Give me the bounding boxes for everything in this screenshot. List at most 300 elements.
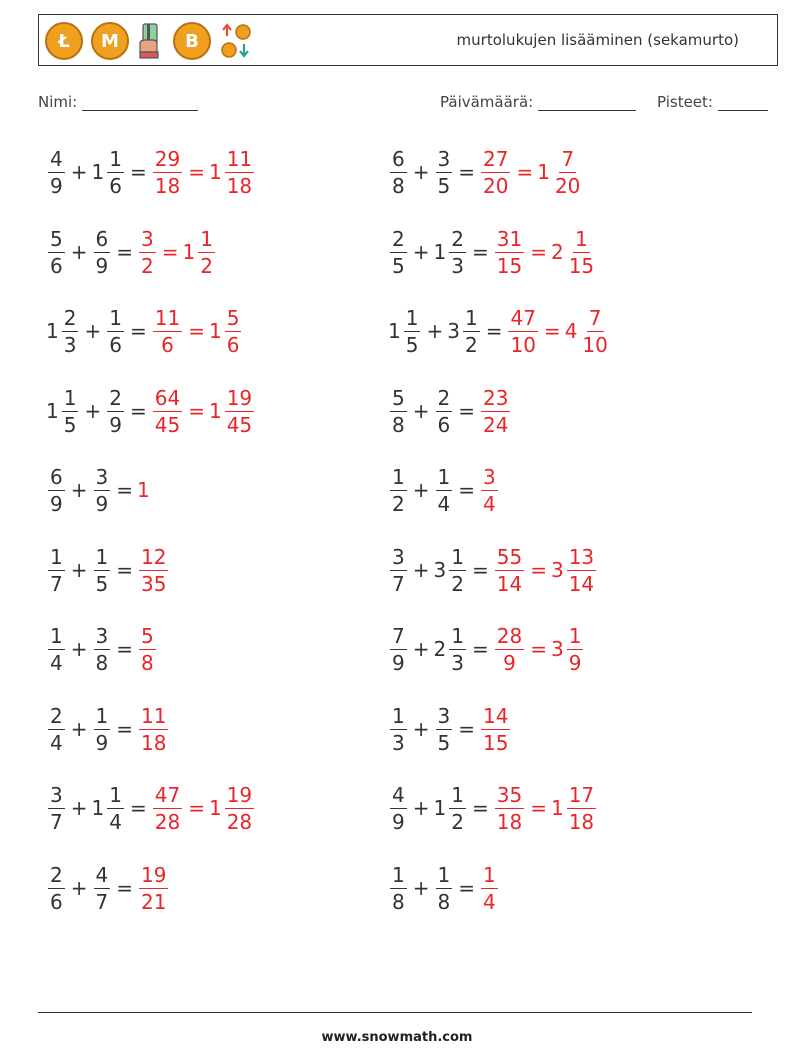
equals-sign: = bbox=[129, 160, 147, 184]
answer-denominator: 24 bbox=[483, 412, 509, 437]
addend-b-numerator: 3 bbox=[437, 146, 451, 171]
plus-sign: + bbox=[412, 240, 430, 264]
answer-numerator: 11 bbox=[141, 703, 167, 728]
addend-b-numerator: 1 bbox=[451, 544, 464, 569]
problem-item bbox=[388, 617, 585, 681]
addend-a-fraction bbox=[48, 226, 65, 279]
answer-denominator: 2 bbox=[141, 253, 154, 278]
answer-mixed-denominator: 45 bbox=[226, 412, 253, 437]
addend-b-numerator: 2 bbox=[437, 385, 451, 410]
answer-numerator: 23 bbox=[483, 385, 509, 410]
answer-mixed-whole: 1 bbox=[537, 160, 550, 184]
exchange-icon bbox=[219, 22, 253, 60]
plus-sign: + bbox=[412, 399, 430, 423]
plus-sign: + bbox=[70, 796, 88, 820]
answer-mixed-denominator: 10 bbox=[582, 332, 608, 357]
answer-mixed-denominator: 2 bbox=[200, 253, 213, 278]
addend-b-fraction bbox=[94, 226, 111, 279]
addend-b-numerator: 1 bbox=[109, 782, 122, 807]
addend-b-fraction bbox=[436, 703, 453, 756]
answer-fraction bbox=[495, 782, 524, 835]
answer-mixed-denominator: 14 bbox=[568, 571, 595, 596]
addend-a-fraction bbox=[48, 464, 65, 517]
answer-mixed-whole: 1 bbox=[182, 240, 196, 264]
answer-equals-sign: = bbox=[530, 637, 547, 661]
answer-equals-sign: = bbox=[530, 240, 547, 264]
answer-mixed-fraction bbox=[567, 544, 596, 597]
worksheet-title: murtolukujen lisääminen (sekamurto) bbox=[456, 31, 739, 49]
answer-mixed-whole: 2 bbox=[550, 240, 564, 264]
answer-numerator: 5 bbox=[141, 623, 154, 648]
equals-sign: = bbox=[458, 399, 475, 423]
monero-icon: M bbox=[91, 22, 129, 60]
answer-mixed-denominator: 18 bbox=[568, 809, 595, 834]
addend-a-fraction bbox=[390, 146, 407, 199]
equals-sign: = bbox=[129, 399, 147, 423]
answer-fraction bbox=[139, 703, 168, 756]
answer-denominator: 20 bbox=[483, 173, 509, 198]
answer-mixed-fraction bbox=[225, 146, 254, 199]
answer-denominator: 8 bbox=[141, 650, 154, 675]
addend-b-numerator: 1 bbox=[109, 305, 122, 330]
answer-fraction bbox=[153, 782, 182, 835]
answer-denominator: 18 bbox=[154, 173, 181, 198]
addend-b-fraction bbox=[94, 544, 111, 597]
answer-numerator: 31 bbox=[496, 226, 523, 251]
addend-b-numerator: 1 bbox=[109, 146, 122, 171]
answer-fraction bbox=[481, 385, 510, 438]
problem-item bbox=[46, 697, 170, 761]
addend-b-fraction bbox=[107, 146, 124, 199]
addend-b-numerator: 4 bbox=[95, 862, 109, 887]
answer-numerator: 19 bbox=[141, 862, 167, 887]
equals-sign: = bbox=[116, 478, 133, 502]
equals-sign: = bbox=[471, 637, 489, 661]
answer-fraction bbox=[481, 703, 510, 756]
answer-fraction bbox=[153, 385, 182, 438]
name-field bbox=[38, 93, 198, 111]
addend-b-denominator: 9 bbox=[95, 730, 109, 755]
answer-numerator: 27 bbox=[483, 146, 509, 171]
addend-a-denominator: 8 bbox=[392, 889, 405, 914]
addend-b-denominator: 5 bbox=[437, 730, 451, 755]
answer-mixed-fraction bbox=[567, 226, 596, 279]
addend-b-numerator: 1 bbox=[464, 305, 478, 330]
equals-sign: = bbox=[129, 796, 147, 820]
addend-a-numerator: 5 bbox=[392, 385, 405, 410]
addend-b-whole: 1 bbox=[433, 240, 447, 264]
addend-a-fraction bbox=[390, 623, 407, 676]
addend-a-denominator: 6 bbox=[50, 889, 63, 914]
answer-mixed-whole: 1 bbox=[208, 160, 222, 184]
answer-mixed-numerator: 1 bbox=[568, 623, 582, 648]
answer-fraction bbox=[481, 146, 510, 199]
answer-fraction bbox=[495, 226, 524, 279]
answer-numerator: 1 bbox=[483, 862, 496, 887]
addend-a-fraction bbox=[390, 464, 407, 517]
addend-b-denominator: 4 bbox=[109, 809, 122, 834]
answer-mixed-fraction bbox=[580, 305, 609, 358]
addend-a-denominator: 7 bbox=[50, 571, 63, 596]
answer-equals-sign: = bbox=[188, 796, 205, 820]
answer-numerator: 35 bbox=[496, 782, 523, 807]
answer-mixed-denominator: 18 bbox=[226, 173, 253, 198]
addend-b-denominator: 7 bbox=[95, 889, 109, 914]
answer-mixed-fraction bbox=[225, 782, 254, 835]
answer-mixed-denominator: 9 bbox=[568, 650, 582, 675]
plus-sign: + bbox=[84, 399, 102, 423]
problem-item bbox=[388, 220, 598, 284]
addend-a-fraction bbox=[48, 862, 65, 915]
answer-equals-sign: = bbox=[530, 558, 547, 582]
addend-a-fraction bbox=[390, 226, 407, 279]
problem-item bbox=[46, 776, 256, 840]
addend-b-fraction bbox=[107, 782, 124, 835]
answer-numerator: 12 bbox=[141, 544, 167, 569]
equals-sign: = bbox=[471, 558, 489, 582]
addend-b-fraction bbox=[449, 544, 466, 597]
addend-a-denominator: 5 bbox=[63, 412, 77, 437]
answer-denominator: 45 bbox=[154, 412, 181, 437]
addend-a-numerator: 1 bbox=[405, 305, 419, 330]
answer-denominator: 28 bbox=[154, 809, 181, 834]
addend-a-fraction bbox=[62, 385, 79, 438]
plus-sign: + bbox=[70, 717, 88, 741]
addend-a-denominator: 4 bbox=[50, 730, 63, 755]
plus-sign: + bbox=[412, 717, 430, 741]
problem-item bbox=[388, 299, 612, 363]
answer-numerator: 14 bbox=[483, 703, 509, 728]
answer-numerator: 29 bbox=[154, 146, 181, 171]
addend-a-denominator: 3 bbox=[63, 332, 77, 357]
addend-a-numerator: 5 bbox=[50, 226, 63, 251]
addend-a-fraction bbox=[62, 305, 79, 358]
addend-b-fraction bbox=[436, 862, 453, 915]
credit-card-icon bbox=[137, 22, 165, 60]
answer-mixed-numerator: 17 bbox=[568, 782, 595, 807]
problem-item bbox=[46, 379, 256, 443]
equals-sign: = bbox=[116, 717, 133, 741]
answer-denominator: 14 bbox=[496, 571, 523, 596]
answer-denominator: 4 bbox=[483, 889, 496, 914]
answer-fraction bbox=[153, 305, 182, 358]
addend-a-whole: 1 bbox=[46, 319, 59, 343]
problem-item bbox=[46, 856, 170, 920]
answer-mixed-fraction bbox=[567, 782, 596, 835]
plus-sign: + bbox=[70, 637, 88, 661]
addend-b-fraction bbox=[436, 385, 453, 438]
addend-a-fraction bbox=[48, 782, 65, 835]
addend-b-denominator: 4 bbox=[437, 491, 451, 516]
addend-b-denominator: 9 bbox=[109, 412, 122, 437]
equals-sign: = bbox=[116, 637, 133, 661]
answer-mixed-numerator: 19 bbox=[226, 782, 253, 807]
addend-b-numerator: 1 bbox=[451, 782, 464, 807]
addend-a-whole: 1 bbox=[46, 399, 59, 423]
addend-b-fraction bbox=[94, 703, 111, 756]
date-line bbox=[538, 96, 636, 111]
answer-numerator: 47 bbox=[154, 782, 181, 807]
addend-a-numerator: 2 bbox=[63, 305, 77, 330]
addend-a-fraction bbox=[404, 305, 421, 358]
answer-mixed-numerator: 1 bbox=[575, 226, 588, 251]
addend-b-numerator: 1 bbox=[451, 623, 464, 648]
addend-b-denominator: 8 bbox=[95, 650, 109, 675]
answer-denominator: 9 bbox=[503, 650, 516, 675]
litecoin-icon: Ł bbox=[45, 22, 83, 60]
addend-a-fraction bbox=[390, 782, 407, 835]
answer-mixed-fraction bbox=[567, 623, 584, 676]
plus-sign: + bbox=[412, 558, 430, 582]
answer-numerator: 47 bbox=[510, 305, 536, 330]
answer-fraction bbox=[139, 544, 168, 597]
score-line bbox=[718, 96, 768, 111]
date-label: Päivämäärä: bbox=[440, 93, 534, 111]
addend-b-fraction bbox=[449, 623, 466, 676]
problem-item bbox=[46, 617, 158, 681]
answer-mixed-fraction bbox=[198, 226, 215, 279]
answer-mixed-numerator: 11 bbox=[226, 146, 253, 171]
answer-fraction bbox=[153, 146, 182, 199]
equals-sign: = bbox=[458, 478, 475, 502]
addend-a-fraction bbox=[390, 862, 407, 915]
addend-a-denominator: 8 bbox=[392, 412, 405, 437]
plus-sign: + bbox=[84, 319, 102, 343]
addend-a-fraction bbox=[48, 544, 65, 597]
plus-sign: + bbox=[426, 319, 444, 343]
addend-b-denominator: 9 bbox=[95, 253, 109, 278]
answer-equals-sign: = bbox=[188, 319, 205, 343]
footer-url: www.snowmath.com bbox=[321, 1030, 473, 1045]
addend-a-numerator: 3 bbox=[392, 544, 405, 569]
answer-fraction bbox=[139, 862, 168, 915]
addend-a-numerator: 2 bbox=[392, 226, 405, 251]
plus-sign: + bbox=[412, 796, 430, 820]
addend-b-fraction bbox=[436, 464, 453, 517]
answer-mixed-numerator: 13 bbox=[568, 544, 595, 569]
addend-a-whole: 1 bbox=[388, 319, 401, 343]
addend-a-denominator: 7 bbox=[392, 571, 405, 596]
equals-sign: = bbox=[129, 319, 147, 343]
addend-a-numerator: 2 bbox=[50, 703, 63, 728]
answer-numerator: 28 bbox=[496, 623, 523, 648]
answer-mixed-fraction bbox=[553, 146, 582, 199]
addend-a-fraction bbox=[48, 623, 65, 676]
footer-divider bbox=[38, 1012, 752, 1013]
addend-b-denominator: 2 bbox=[464, 332, 478, 357]
header-box bbox=[38, 14, 778, 66]
equals-sign: = bbox=[116, 558, 133, 582]
addend-b-denominator: 6 bbox=[437, 412, 451, 437]
addend-b-denominator: 5 bbox=[437, 173, 451, 198]
addend-b-whole: 1 bbox=[433, 796, 447, 820]
addend-a-numerator: 1 bbox=[392, 703, 405, 728]
score-field bbox=[657, 93, 768, 111]
bitcoin-icon: B bbox=[173, 22, 211, 60]
addend-a-denominator: 9 bbox=[392, 650, 405, 675]
problem-item bbox=[46, 220, 217, 284]
answer-equals-sign: = bbox=[543, 319, 561, 343]
addend-a-fraction bbox=[390, 544, 407, 597]
answer-denominator: 15 bbox=[496, 253, 523, 278]
addend-a-numerator: 2 bbox=[50, 862, 63, 887]
addend-b-fraction bbox=[449, 226, 466, 279]
problem-item bbox=[46, 538, 170, 602]
answer-mixed-whole: 1 bbox=[550, 796, 564, 820]
addend-a-fraction bbox=[390, 703, 407, 756]
equals-sign: = bbox=[458, 717, 475, 741]
answer-denominator: 21 bbox=[141, 889, 167, 914]
answer-fraction bbox=[139, 226, 156, 279]
problem-item bbox=[388, 697, 512, 761]
answer-fraction bbox=[495, 623, 524, 676]
answer-denominator: 4 bbox=[483, 491, 496, 516]
answer-numerator: 55 bbox=[496, 544, 523, 569]
answer-equals-sign: = bbox=[161, 240, 179, 264]
plus-sign: + bbox=[70, 876, 88, 900]
answer-numerator: 64 bbox=[154, 385, 181, 410]
addend-a-fraction bbox=[48, 146, 65, 199]
icon-strip bbox=[45, 21, 253, 61]
answer-denominator: 10 bbox=[510, 332, 536, 357]
addend-b-denominator: 2 bbox=[451, 809, 464, 834]
addend-a-numerator: 1 bbox=[392, 862, 405, 887]
addend-a-denominator: 8 bbox=[392, 173, 405, 198]
answer-mixed-numerator: 1 bbox=[200, 226, 213, 251]
plus-sign: + bbox=[70, 558, 88, 582]
addend-a-denominator: 9 bbox=[50, 173, 63, 198]
addend-a-denominator: 9 bbox=[392, 809, 405, 834]
answer-mixed-whole: 4 bbox=[564, 319, 578, 343]
addend-a-numerator: 1 bbox=[63, 385, 77, 410]
answer-fraction bbox=[508, 305, 537, 358]
answer-numerator: 11 bbox=[154, 305, 181, 330]
answer-mixed-numerator: 19 bbox=[226, 385, 253, 410]
addend-b-numerator: 1 bbox=[95, 703, 109, 728]
addend-a-numerator: 6 bbox=[392, 146, 405, 171]
plus-sign: + bbox=[70, 160, 88, 184]
problem-item bbox=[388, 538, 598, 602]
answer-mixed-whole: 1 bbox=[208, 796, 222, 820]
addend-a-fraction bbox=[390, 385, 407, 438]
answer-mixed-whole: 3 bbox=[550, 558, 564, 582]
addend-b-numerator: 3 bbox=[437, 703, 451, 728]
answer-mixed-numerator: 7 bbox=[561, 146, 575, 171]
addend-b-numerator: 2 bbox=[451, 226, 464, 251]
answer-equals-sign: = bbox=[516, 160, 534, 184]
addend-b-whole: 3 bbox=[447, 319, 460, 343]
name-line bbox=[82, 96, 198, 111]
problem-item bbox=[388, 140, 584, 204]
date-field bbox=[440, 93, 636, 111]
addend-b-numerator: 1 bbox=[95, 544, 109, 569]
addend-a-numerator: 7 bbox=[392, 623, 405, 648]
addend-a-numerator: 3 bbox=[50, 782, 63, 807]
addend-b-numerator: 1 bbox=[437, 464, 451, 489]
addend-b-whole: 1 bbox=[91, 796, 105, 820]
answer-mixed-denominator: 20 bbox=[554, 173, 581, 198]
answer-denominator: 6 bbox=[161, 332, 174, 357]
problem-item bbox=[388, 458, 500, 522]
addend-a-fraction bbox=[48, 703, 65, 756]
answer-mixed-denominator: 28 bbox=[226, 809, 253, 834]
addend-a-denominator: 5 bbox=[392, 253, 405, 278]
answer-fraction bbox=[139, 623, 156, 676]
answer-denominator: 35 bbox=[141, 571, 167, 596]
equals-sign: = bbox=[485, 319, 503, 343]
addend-b-numerator: 3 bbox=[95, 464, 109, 489]
answer-whole: 1 bbox=[137, 478, 150, 502]
problem-item bbox=[388, 379, 512, 443]
problem-item bbox=[388, 776, 598, 840]
plus-sign: + bbox=[412, 478, 430, 502]
answer-equals-sign: = bbox=[188, 399, 205, 423]
problem-item bbox=[46, 458, 151, 522]
addend-a-numerator: 4 bbox=[392, 782, 405, 807]
equals-sign: = bbox=[458, 876, 475, 900]
problem-item bbox=[388, 856, 500, 920]
addend-a-denominator: 4 bbox=[50, 650, 63, 675]
addend-b-denominator: 6 bbox=[109, 173, 122, 198]
addend-b-whole: 1 bbox=[91, 160, 105, 184]
answer-mixed-whole: 1 bbox=[208, 399, 222, 423]
addend-b-fraction bbox=[449, 782, 466, 835]
plus-sign: + bbox=[412, 637, 430, 661]
addend-a-denominator: 7 bbox=[50, 809, 63, 834]
addend-b-denominator: 5 bbox=[95, 571, 109, 596]
addend-b-fraction bbox=[436, 146, 453, 199]
addend-a-denominator: 6 bbox=[50, 253, 63, 278]
answer-mixed-numerator: 5 bbox=[226, 305, 240, 330]
addend-a-denominator: 5 bbox=[405, 332, 419, 357]
score-label: Pisteet: bbox=[657, 93, 713, 111]
answer-numerator: 3 bbox=[141, 226, 154, 251]
addend-b-whole: 2 bbox=[433, 637, 447, 661]
answer-fraction bbox=[481, 862, 498, 915]
answer-mixed-denominator: 15 bbox=[568, 253, 595, 278]
equals-sign: = bbox=[116, 240, 133, 264]
addend-b-numerator: 2 bbox=[109, 385, 122, 410]
answer-mixed-numerator: 7 bbox=[588, 305, 602, 330]
addend-b-fraction bbox=[107, 305, 124, 358]
addend-b-fraction bbox=[94, 623, 111, 676]
addend-a-numerator: 1 bbox=[392, 464, 405, 489]
answer-denominator: 15 bbox=[483, 730, 509, 755]
name-label: Nimi: bbox=[38, 93, 78, 111]
answer-mixed-whole: 1 bbox=[208, 319, 222, 343]
answer-mixed-denominator: 6 bbox=[226, 332, 240, 357]
addend-b-numerator: 6 bbox=[95, 226, 109, 251]
answer-equals-sign: = bbox=[188, 160, 205, 184]
addend-b-denominator: 8 bbox=[437, 889, 451, 914]
answer-mixed-whole: 3 bbox=[550, 637, 564, 661]
addend-b-fraction bbox=[463, 305, 480, 358]
addend-a-numerator: 1 bbox=[50, 544, 63, 569]
equals-sign: = bbox=[471, 240, 489, 264]
answer-denominator: 18 bbox=[141, 730, 167, 755]
answer-mixed-fraction bbox=[225, 305, 242, 358]
addend-a-numerator: 1 bbox=[50, 623, 63, 648]
plus-sign: + bbox=[412, 160, 430, 184]
addend-b-denominator: 3 bbox=[451, 650, 464, 675]
addend-a-denominator: 9 bbox=[50, 491, 63, 516]
answer-fraction bbox=[481, 464, 498, 517]
addend-b-denominator: 3 bbox=[451, 253, 464, 278]
plus-sign: + bbox=[70, 478, 88, 502]
addend-b-denominator: 9 bbox=[95, 491, 109, 516]
addend-b-numerator: 1 bbox=[437, 862, 451, 887]
problem-item bbox=[46, 299, 243, 363]
